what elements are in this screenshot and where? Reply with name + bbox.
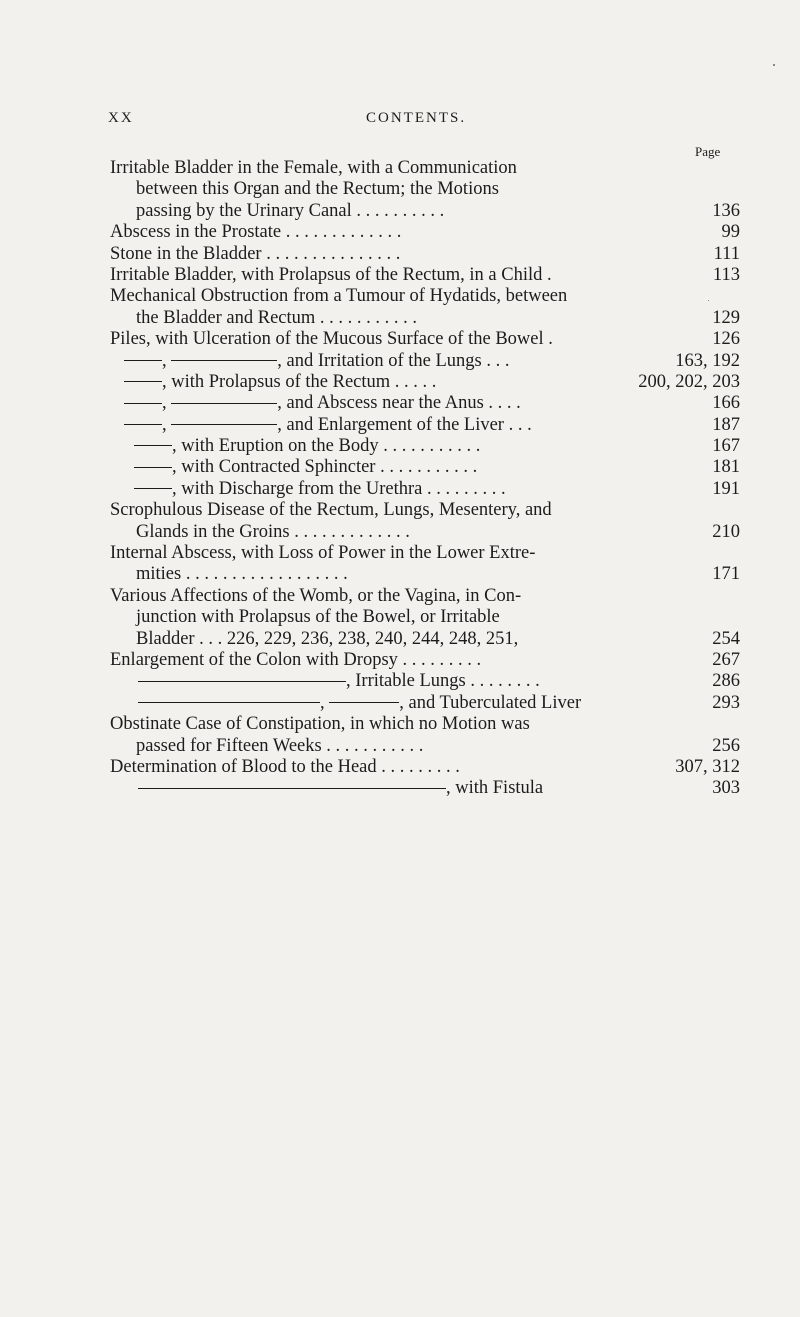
ditto-rule xyxy=(124,381,162,382)
entry-text: Irritable Bladder, with Prolapsus of the Rectum, in a Child . xyxy=(110,264,552,285)
contents-entry xyxy=(110,436,740,457)
ditto-rule xyxy=(171,424,277,425)
entry-text: , with Fistula xyxy=(110,778,543,799)
contents-entry xyxy=(110,564,740,585)
entry-page-number: 166 xyxy=(712,393,740,414)
scan-speck xyxy=(708,300,709,301)
contents-entry xyxy=(110,351,740,372)
entry-page-number: 200, 202, 203 xyxy=(638,371,740,392)
entry-text: Abscess in the Prostate . . . . . . . . . . . . . xyxy=(110,222,402,243)
entry-text: , , and Tuberculated Liver xyxy=(110,693,581,714)
entry-page-number: 303 xyxy=(712,778,740,799)
entry-page-number: 99 xyxy=(721,222,740,243)
contents-entry xyxy=(110,543,740,564)
ditto-rule xyxy=(171,403,277,404)
contents-entry xyxy=(110,393,740,414)
contents-entry xyxy=(110,415,740,436)
contents-entry xyxy=(110,693,740,714)
entry-page-number: 167 xyxy=(712,436,740,457)
contents-entry xyxy=(110,500,740,521)
contents-entry xyxy=(110,650,740,671)
contents-entry xyxy=(110,308,740,329)
entry-text: Various Affections of the Womb, or the Vagina, in Con- xyxy=(110,585,522,606)
contents-entry xyxy=(110,671,740,692)
entry-page-number: 126 xyxy=(712,329,740,350)
contents-list xyxy=(110,158,740,800)
entry-text: mities . . . . . . . . . . . . . . . . . . xyxy=(136,564,348,585)
running-head xyxy=(108,110,708,134)
ditto-rule xyxy=(124,424,162,425)
entry-page-number: 267 xyxy=(712,649,740,670)
entry-text: , with Discharge from the Urethra . . . . . . . . . xyxy=(110,479,506,500)
ditto-rule xyxy=(124,403,162,404)
contents-entry xyxy=(110,714,740,735)
entry-page-number: 191 xyxy=(712,478,740,499)
contents-entry xyxy=(110,607,740,628)
ditto-rule xyxy=(138,681,346,682)
ditto-rule xyxy=(134,467,172,468)
entry-page-number: 187 xyxy=(712,414,740,435)
entry-page-number: 286 xyxy=(712,671,740,692)
contents-entry xyxy=(110,629,740,650)
contents-entry xyxy=(110,244,740,265)
entry-text: , Irritable Lungs . . . . . . . . xyxy=(110,671,540,692)
entry-text: Obstinate Case of Constipation, in which no Motion was xyxy=(110,714,530,735)
entry-text: Irritable Bladder in the Female, with a Communication xyxy=(110,158,517,178)
contents-entry xyxy=(110,736,740,757)
entry-page-number: 181 xyxy=(712,457,740,478)
entry-page-number: 129 xyxy=(712,307,740,328)
ditto-rule xyxy=(171,360,277,361)
entry-text: , , and Enlargement of the Liver . . . xyxy=(110,415,532,436)
entry-text: , , and Abscess near the Anus . . . . xyxy=(110,393,521,414)
entry-text: passing by the Urinary Canal . . . . . . . . . . xyxy=(136,200,445,221)
contents-entry xyxy=(110,457,740,478)
contents-entry xyxy=(110,179,740,200)
entry-page-number: 293 xyxy=(712,692,740,713)
entry-text: Scrophulous Disease of the Rectum, Lungs, Mesentery, and xyxy=(110,500,552,521)
entry-text: Bladder . . . 226, 229, 236, 238, 240, 244, 248, 251, xyxy=(136,628,519,649)
contents-entry xyxy=(110,158,740,179)
entry-text: junction with Prolapsus of the Bowel, or Irritable xyxy=(136,607,500,628)
entry-text: the Bladder and Rectum . . . . . . . . . . . xyxy=(136,307,418,328)
ditto-rule xyxy=(124,360,162,361)
ditto-rule xyxy=(134,445,172,446)
entry-text: , with Contracted Sphincter . . . . . . . . . . . xyxy=(110,457,477,478)
entry-text: , with Prolapsus of the Rectum . . . . . xyxy=(110,372,436,393)
scan-speck xyxy=(773,64,775,66)
entry-text: , , and Irritation of the Lungs . . . xyxy=(110,351,509,372)
contents-entry xyxy=(110,286,740,307)
page-folio: XX xyxy=(108,110,134,126)
ditto-rule xyxy=(138,788,446,789)
contents-entry xyxy=(110,479,740,500)
contents-entry xyxy=(110,757,740,778)
entry-page-number: 307, 312 xyxy=(675,756,740,777)
entry-text: Internal Abscess, with Loss of Power in the Lower Extre- xyxy=(110,543,536,564)
entry-text: between this Organ and the Rectum; the Motions xyxy=(136,179,499,200)
entry-text: Determination of Blood to the Head . . . . . . . . . xyxy=(110,756,460,777)
entry-page-number: 254 xyxy=(712,628,740,649)
contents-entry xyxy=(110,201,740,222)
contents-entry xyxy=(110,222,740,243)
contents-entry xyxy=(110,522,740,543)
page-column-label: Page xyxy=(695,144,721,159)
entry-text: Glands in the Groins . . . . . . . . . . . . . xyxy=(136,521,410,542)
entry-text: Stone in the Bladder . . . . . . . . . . . . . . . xyxy=(110,243,401,264)
entry-page-number: 171 xyxy=(712,564,740,585)
running-title: CONTENTS. xyxy=(366,110,467,126)
ditto-rule xyxy=(138,702,320,703)
entry-page-number: 111 xyxy=(713,243,740,264)
ditto-rule xyxy=(329,702,399,703)
entry-text: Piles, with Ulceration of the Mucous Surface of the Bowel . xyxy=(110,329,553,350)
entry-page-number: 113 xyxy=(712,264,740,285)
ditto-rule xyxy=(134,488,172,489)
contents-entry xyxy=(110,586,740,607)
entry-page-number: 210 xyxy=(712,521,740,542)
entry-page-number: 163, 192 xyxy=(675,350,740,371)
contents-entry xyxy=(110,778,740,799)
contents-entry xyxy=(110,372,740,393)
entry-text: Mechanical Obstruction from a Tumour of Hydatids, between xyxy=(110,286,568,307)
entry-page-number: 136 xyxy=(712,200,740,221)
entry-text: passed for Fifteen Weeks . . . . . . . . . . . xyxy=(136,735,424,756)
contents-entry xyxy=(110,265,740,286)
entry-text: Enlargement of the Colon with Dropsy . . . . . . . . . xyxy=(110,649,482,670)
entry-text: , with Eruption on the Body . . . . . . . . . . . xyxy=(110,436,480,457)
entry-page-number: 256 xyxy=(712,735,740,756)
contents-entry xyxy=(110,329,740,350)
